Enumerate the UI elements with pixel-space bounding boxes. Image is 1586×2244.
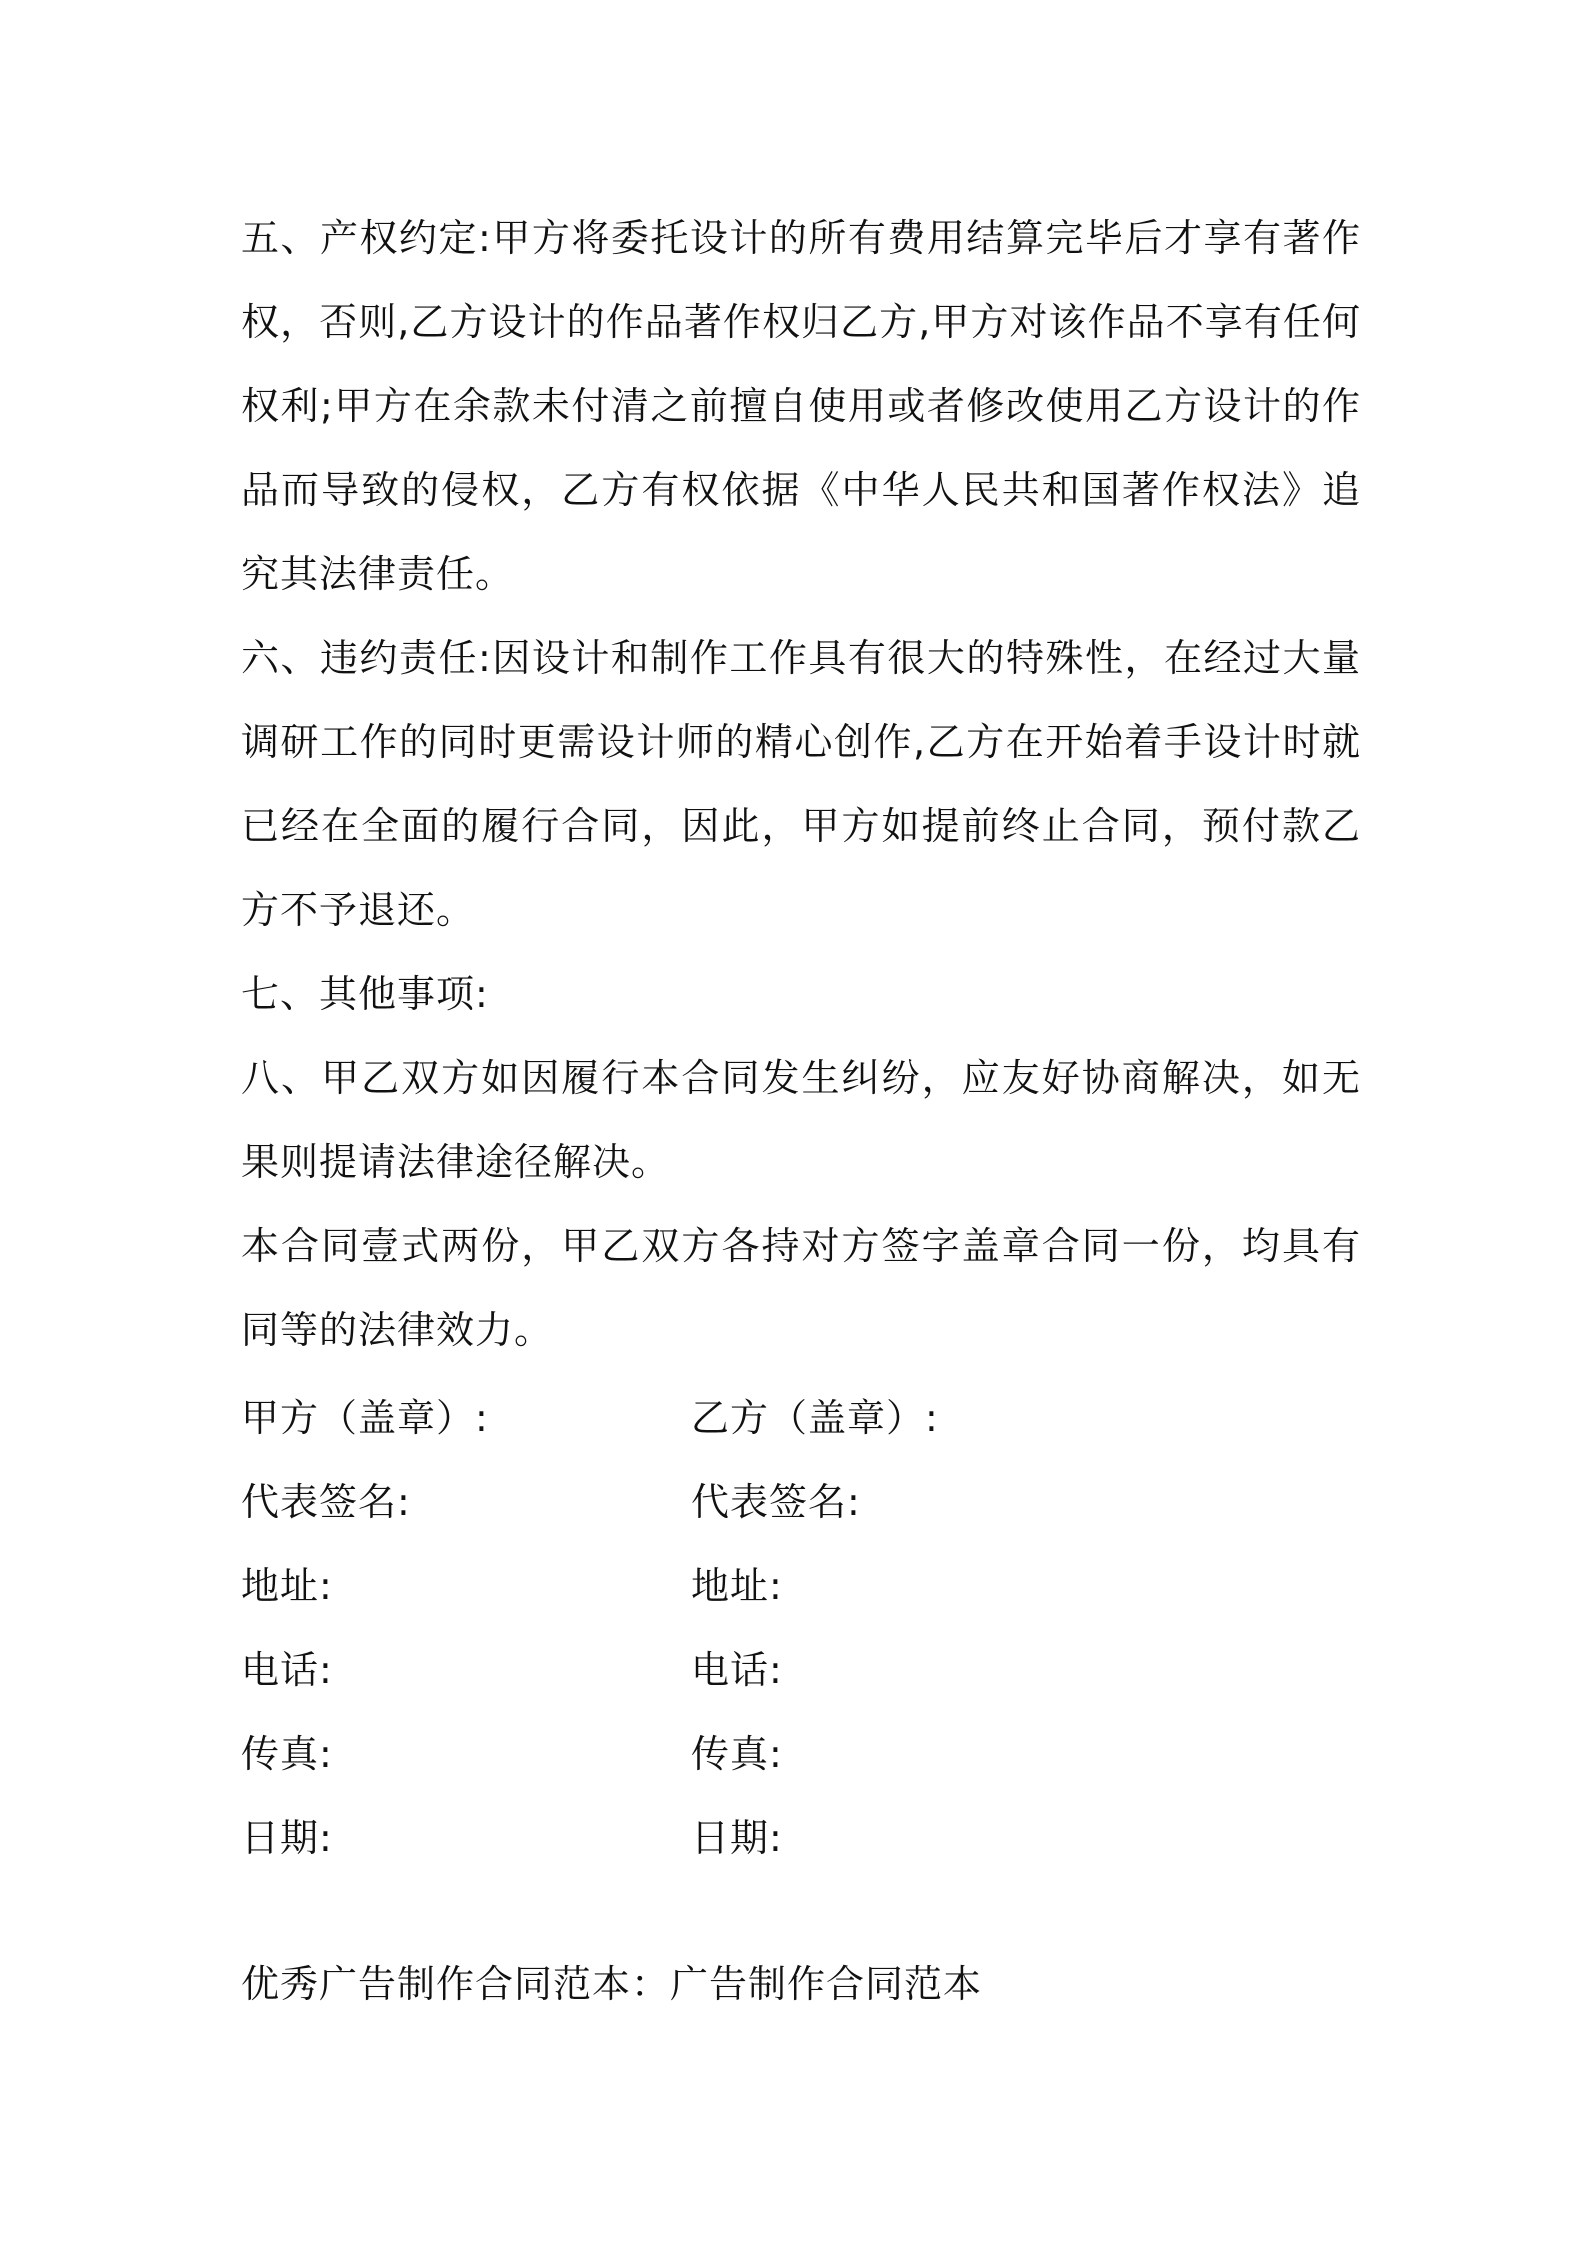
signature-row-phone (241, 1624, 1361, 1708)
clause-6-liability: 六、违约责任:因设计和制作工作具有很大的特殊性，在经过大量调研工作的同时更需设计师的精心创作,乙方在开始着手设计时就已经在全面的履行合同，因此，甲方如提前终止合同，预付款乙方不予退还。 (241, 636, 1361, 932)
closing-statement: 本合同壹式两份，甲乙双方各持对方签字盖章合同一份，均具有同等的法律效力。 (241, 1224, 1361, 1352)
party-a-phone-label: 电话: (241, 1647, 333, 1692)
clause-5-property-rights: 五、产权约定:甲方将委托设计的所有费用结算完毕后才享有著作权，否则,乙方设计的作品著作权归乙方,甲方对该作品不享有任何权利;甲方在余款未付清之前擅自使用或者修改使用乙方设计的作品而导致的侵权，乙方有权依据《中华人民共和国著作权法》追究其法律责任。 (241, 216, 1361, 596)
signature-row-date (241, 1792, 1361, 1876)
clause-7-other-matters: 七、其他事项: (241, 972, 489, 1016)
signature-row-seal (241, 1372, 1361, 1456)
signature-row-fax (241, 1708, 1361, 1792)
signature-row-representative (241, 1456, 1361, 1540)
party-b-date-label: 日期: (691, 1815, 783, 1860)
clause-8-disputes: 八、甲乙双方如因履行本合同发生纠纷，应友好协商解决，如无果则提请法律途径解决。 (241, 1056, 1361, 1184)
signature-block (241, 1372, 1361, 1876)
party-a-representative-label: 代表签名: (241, 1479, 411, 1524)
party-b-representative-label: 代表签名: (691, 1479, 861, 1524)
party-a-fax-label: 传真: (241, 1731, 333, 1776)
party-b-fax-label: 传真: (691, 1731, 783, 1776)
contract-body (241, 196, 1361, 1876)
signature-row-address (241, 1540, 1361, 1624)
party-a-address-label: 地址: (241, 1563, 333, 1608)
footer-title: 优秀广告制作合同范本：广告制作合同范本 (241, 1962, 983, 2006)
party-a-seal-label: 甲方（盖章）: (241, 1395, 489, 1440)
party-a-date-label: 日期: (241, 1815, 333, 1860)
party-b-address-label: 地址: (691, 1563, 783, 1608)
party-b-seal-label: 乙方（盖章）: (691, 1395, 939, 1440)
party-b-phone-label: 电话: (691, 1647, 783, 1692)
